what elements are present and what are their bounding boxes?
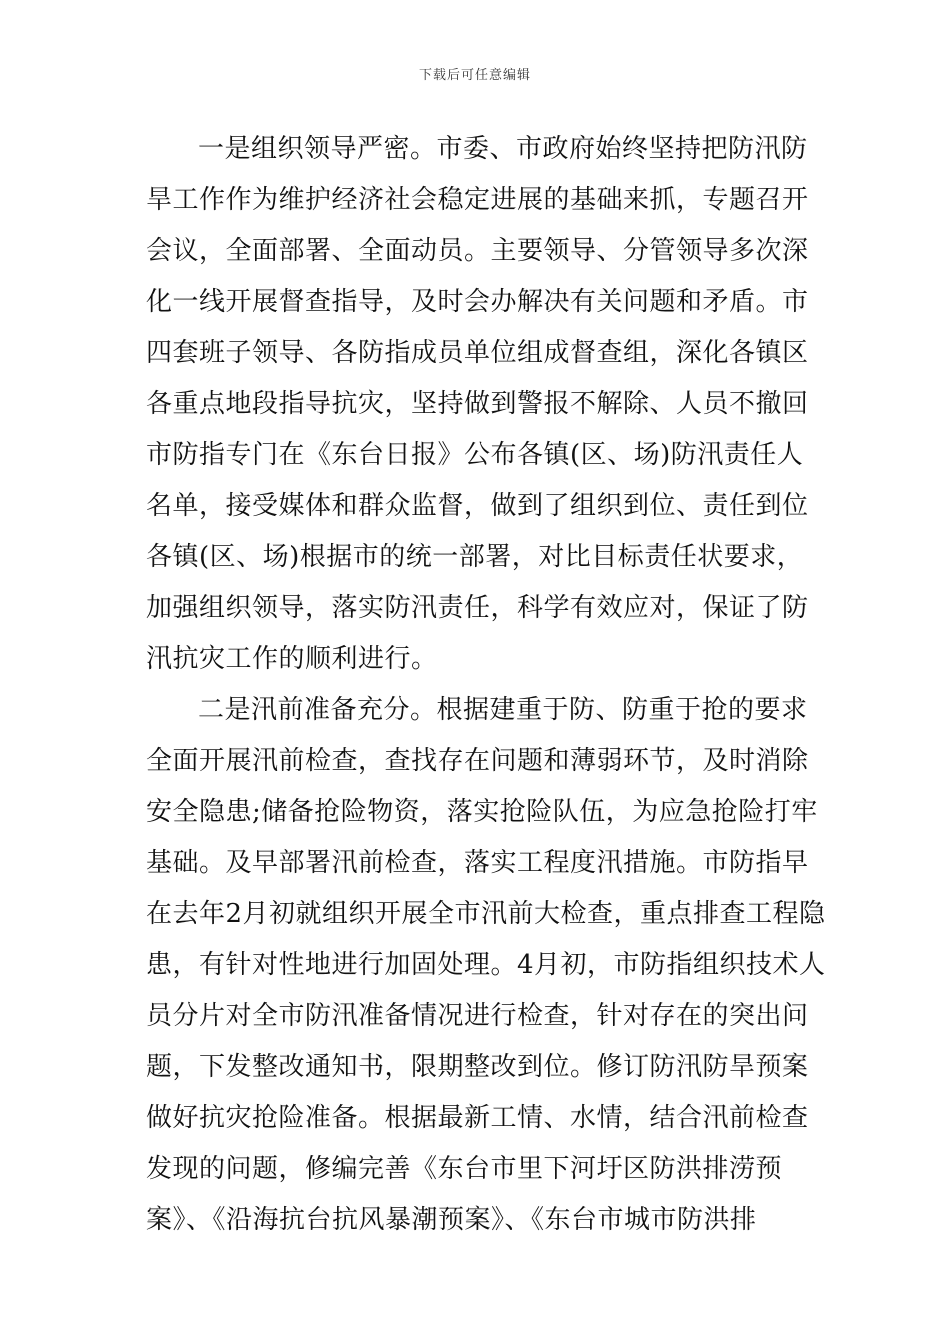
paragraph-2-line-1: 二是汛前准备充分。根据建重于防、防重于抢的要求 (198, 695, 808, 725)
paragraph-1-line-1: 一是组织领导严密。市委、市政府始终坚持把防汛防 (198, 134, 808, 164)
paragraph-1-line-7: 市防指专门在《东台日报》公布各镇(区、场)防汛责任人 (146, 440, 804, 470)
paragraph-2-line-2: 全面开展汛前检查，查找存在问题和薄弱环节，及时消除 (146, 746, 809, 776)
paragraph-2-line-10: 发现的问题，修编完善《东台市里下河圩区防洪排涝预 (146, 1154, 783, 1184)
paragraph-1-line-8: 名单，接受媒体和群众监督，做到了组织到位、责任到位 (146, 491, 809, 521)
paragraph-2-line-4: 基础。及早部署汛前检查，落实工程度汛措施。市防指早 (146, 848, 809, 878)
paragraph-1-line-10: 加强组织领导，落实防汛责任，科学有效应对，保证了防 (146, 593, 809, 623)
paragraph-1-line-3: 会议，全面部署、全面动员。主要领导、分管领导多次深 (146, 236, 809, 266)
paragraph-1-line-6: 各重点地段指导抗灾，坚持做到警报不解除、人员不撤回 (146, 389, 809, 419)
paragraph-2-line-8: 题，下发整改通知书，限期整改到位。修订防汛防旱预案 (146, 1052, 809, 1082)
page-header: 下载后可任意编辑 (418, 68, 531, 83)
paragraph-1-line-11: 汛抗灾工作的顺利进行。 (146, 644, 438, 674)
paragraph-1-line-4: 化一线开展督查指导，及时会办解决有关问题和矛盾。市 (146, 287, 809, 317)
paragraph-2-line-6: 患，有针对性地进行加固处理。4月初，市防指组织技术人 (146, 950, 826, 980)
document-body (146, 124, 826, 1246)
paragraph-2-line-3: 安全隐患;储备抢险物资，落实抢险队伍，为应急抢险打牢 (146, 797, 818, 827)
paragraph-2-line-9: 做好抗灾抢险准备。根据最新工情、水情，结合汛前检查 (146, 1103, 809, 1133)
paragraph-1-line-9: 各镇(区、场)根据市的统一部署，对比目标责任状要求， (146, 542, 804, 572)
paragraph-1-line-5: 四套班子领导、各防指成员单位组成督查组，深化各镇区 (146, 338, 809, 368)
paragraph-1-line-2: 旱工作作为维护经济社会稳定进展的基础来抓，专题召开 (146, 185, 809, 215)
paragraph-2-line-5: 在去年2月初就组织开展全市汛前大检查，重点排查工程隐 (146, 899, 826, 929)
paragraph-2-line-11: 案》、《沿海抗台抗风暴潮预案》、《东台市城市防洪排 (146, 1205, 757, 1235)
paragraph-2-line-7: 员分片对全市防汛准备情况进行检查，针对存在的突出问 (146, 1001, 809, 1031)
